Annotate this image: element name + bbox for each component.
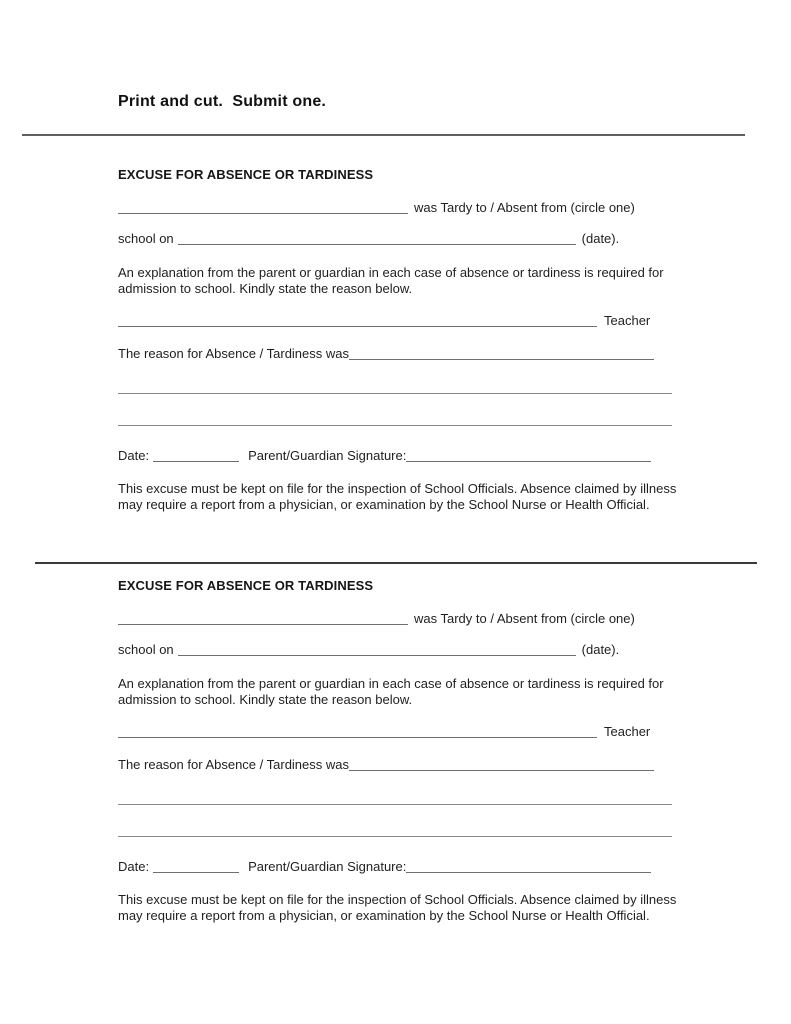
- teacher-name-blank: [118, 313, 597, 327]
- school-date-row: [118, 642, 619, 658]
- teacher-label: Teacher: [604, 313, 651, 328]
- school-date-blank: [178, 231, 576, 245]
- date-suffix-text: (date).: [581, 642, 620, 657]
- teacher-label: Teacher: [604, 724, 651, 739]
- student-name-row: [118, 200, 635, 216]
- signature-blank: [406, 448, 651, 462]
- reason-extra-line-2: [118, 836, 672, 837]
- tardy-absent-text: was Tardy to / Absent from (circle one): [414, 200, 635, 215]
- teacher-name-blank: [118, 724, 597, 738]
- reason-label: The reason for Absence / Tardiness was: [118, 757, 349, 772]
- reason-blank: [349, 346, 654, 360]
- school-on-label: school on: [118, 231, 174, 246]
- reason-row: [118, 346, 654, 362]
- date-label: Date:: [118, 859, 150, 874]
- records-note-line: This excuse must be kept on file for the inspection of School Officials. Absence claimed by illness: [118, 892, 677, 907]
- date-signature-row: [118, 859, 651, 875]
- signature-label: Parent/Guardian Signature:: [248, 859, 407, 874]
- reason-extra-line-1: [118, 804, 672, 805]
- records-note-line: may require a report from a physician, or examination by the School Nurse or Health Official.: [118, 497, 650, 512]
- tardy-absent-text: was Tardy to / Absent from (circle one): [414, 611, 635, 626]
- teacher-row: [118, 724, 650, 740]
- explanation-line: admission to school. Kindly state the reason below.: [118, 281, 413, 296]
- school-date-row: [118, 231, 619, 247]
- student-name-blank: [118, 200, 408, 214]
- reason-extra-line-2: [118, 425, 672, 426]
- explanation-line: An explanation from the parent or guardian in each case of absence or tardiness is required for: [118, 265, 664, 280]
- signature-label: Parent/Guardian Signature:: [248, 448, 407, 463]
- records-note: [118, 892, 676, 924]
- explanation-line: An explanation from the parent or guardian in each case of absence or tardiness is required for: [118, 676, 664, 691]
- student-name-row: [118, 611, 635, 627]
- student-name-blank: [118, 611, 408, 625]
- date-suffix-text: (date).: [581, 231, 620, 246]
- date-blank: [153, 859, 239, 873]
- explanation-paragraph: [118, 265, 664, 297]
- records-note-line: may require a report from a physician, or examination by the School Nurse or Health Official.: [118, 908, 650, 923]
- date-label: Date:: [118, 448, 150, 463]
- explanation-line: admission to school. Kindly state the reason below.: [118, 692, 413, 707]
- page-header: Print and cut. Submit one.: [118, 93, 327, 110]
- section-title: EXCUSE FOR ABSENCE OR TARDINESS: [118, 167, 374, 182]
- reason-row: [118, 757, 654, 773]
- records-note-line: This excuse must be kept on file for the inspection of School Officials. Absence claimed by illness: [118, 481, 677, 496]
- date-blank: [153, 448, 239, 462]
- explanation-paragraph: [118, 676, 664, 708]
- cut-line-divider: [22, 134, 745, 136]
- reason-label: The reason for Absence / Tardiness was: [118, 346, 349, 361]
- reason-blank: [349, 757, 654, 771]
- school-date-blank: [178, 642, 576, 656]
- school-on-label: school on: [118, 642, 174, 657]
- signature-blank: [406, 859, 651, 873]
- date-signature-row: [118, 448, 651, 464]
- section-title: EXCUSE FOR ABSENCE OR TARDINESS: [118, 578, 374, 593]
- records-note: [118, 481, 676, 513]
- teacher-row: [118, 313, 650, 329]
- section-divider: [35, 562, 757, 564]
- reason-extra-line-1: [118, 393, 672, 394]
